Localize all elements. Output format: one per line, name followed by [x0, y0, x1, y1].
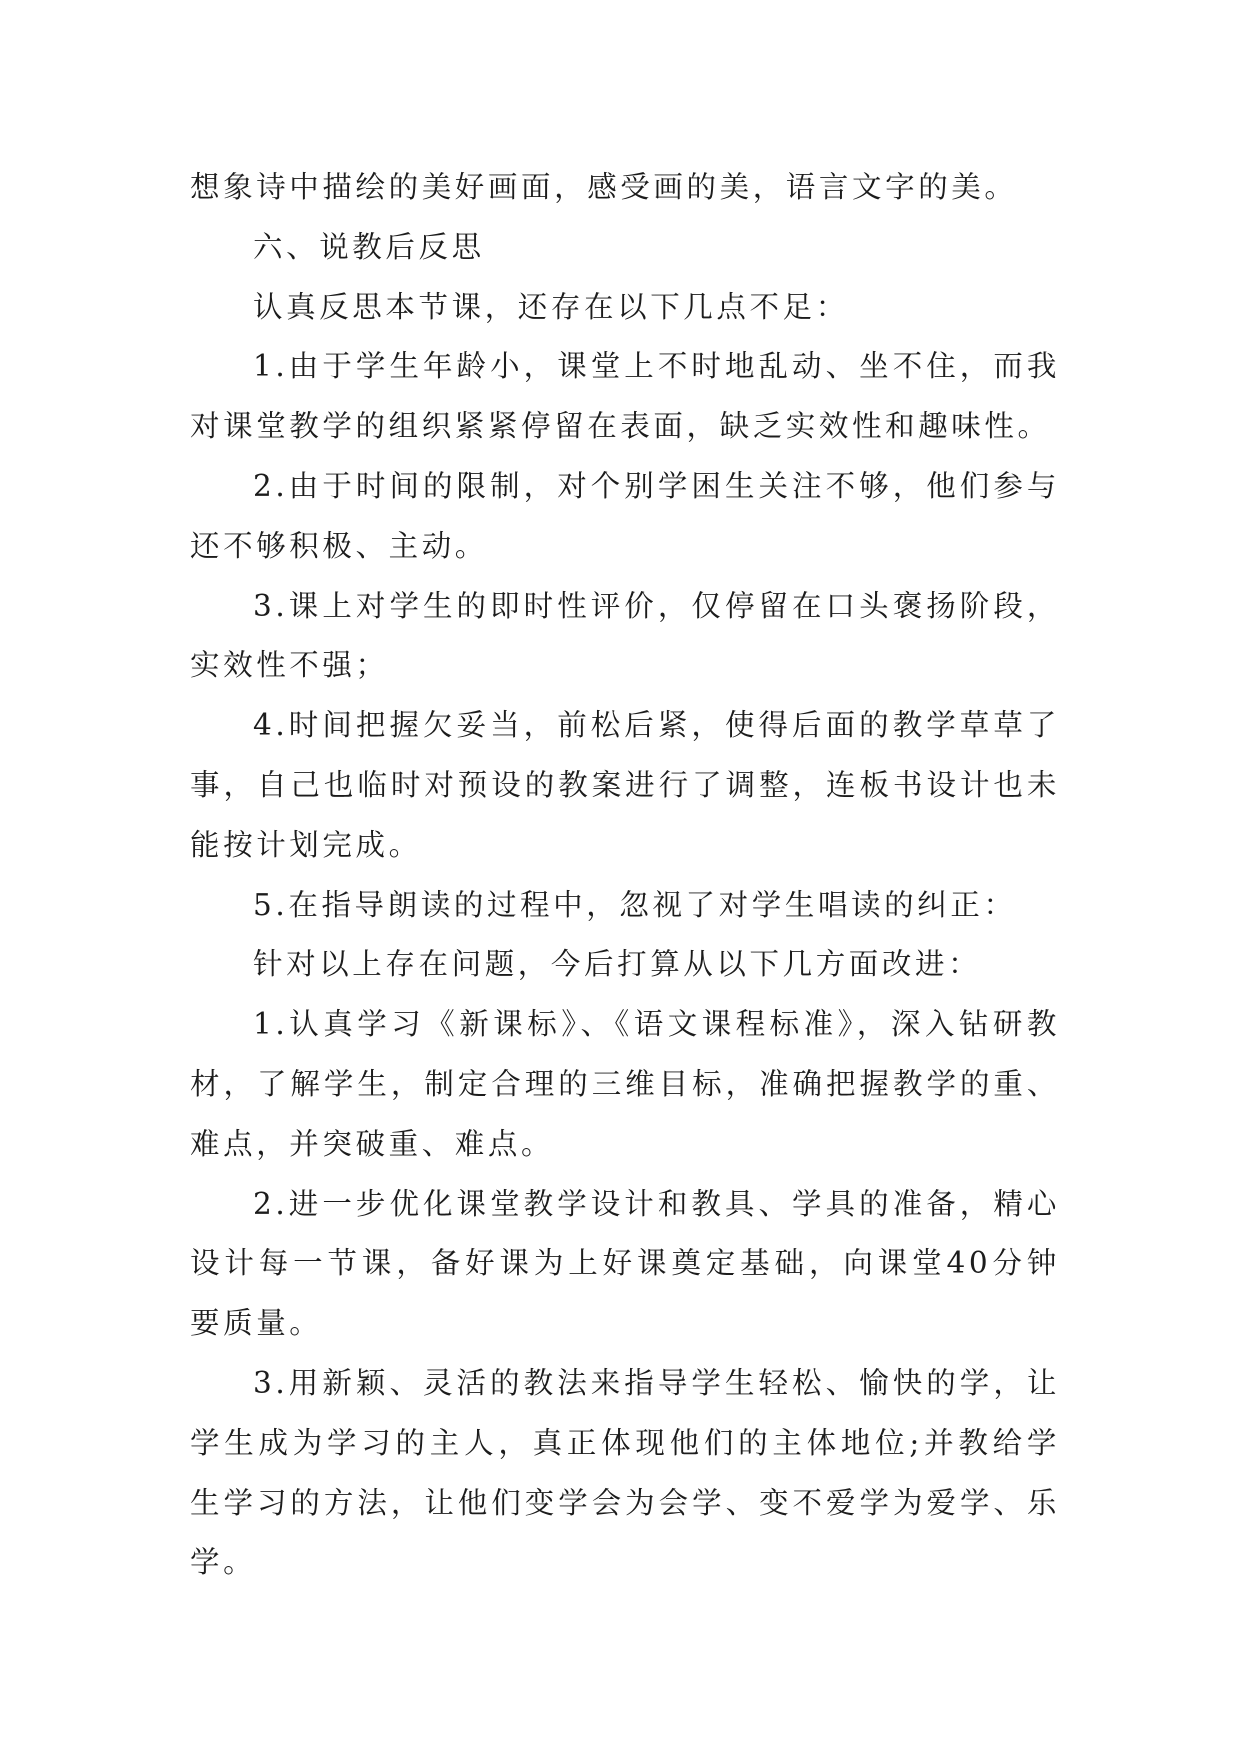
- document-body: [190, 158, 1060, 1593]
- list-item: 4.时间把握欠妥当，前松后紧，使得后面的教学草草了事，自己也临时对预设的教案进行了调整，连板书设计也未能按计划完成。: [190, 708, 1060, 862]
- paragraph: 针对以上存在问题，今后打算从以下几方面改进：: [253, 947, 982, 982]
- list-item: 3.课上对学生的即时性评价，仅停留在口头褒扬阶段，实效性不强；: [190, 588, 1060, 683]
- list-item: 2.进一步优化课堂教学设计和教具、学具的准备，精心设计每一节课，备好课为上好课奠定基础，向课堂40分钟要质量。: [190, 1186, 1060, 1341]
- section-heading: 六、说教后反思: [253, 229, 485, 264]
- list-item: 3.用新颖、灵活的教法来指导学生轻松、愉快的学，让学生成为学习的主人，真正体现他们的主体地位;并教给学生学习的方法，让他们变学会为会学、变不爱学为爱学、乐学。: [190, 1365, 1060, 1580]
- list-item: 2.由于时间的限制，对个别学困生关注不够，他们参与还不够积极、主动。: [190, 468, 1060, 563]
- paragraph: 想象诗中描绘的美好画面，感受画的美，语言文字的美。: [190, 170, 1018, 204]
- list-item: 5.在指导朗读的过程中，忽视了对学生唱读的纠正：: [253, 887, 1017, 922]
- list-item: 1.由于学生年龄小，课堂上不时地乱动、坐不住，而我对课堂教学的组织紧紧停留在表面，缺乏实效性和趣味性。: [190, 349, 1060, 444]
- list-item: 1.认真学习《新课标》、《语文课程标准》，深入钻研教材，了解学生，制定合理的三维目标，准确把握教学的重、难点，并突破重、难点。: [190, 1007, 1060, 1161]
- paragraph: 认真反思本节课，还存在以下几点不足：: [253, 289, 849, 324]
